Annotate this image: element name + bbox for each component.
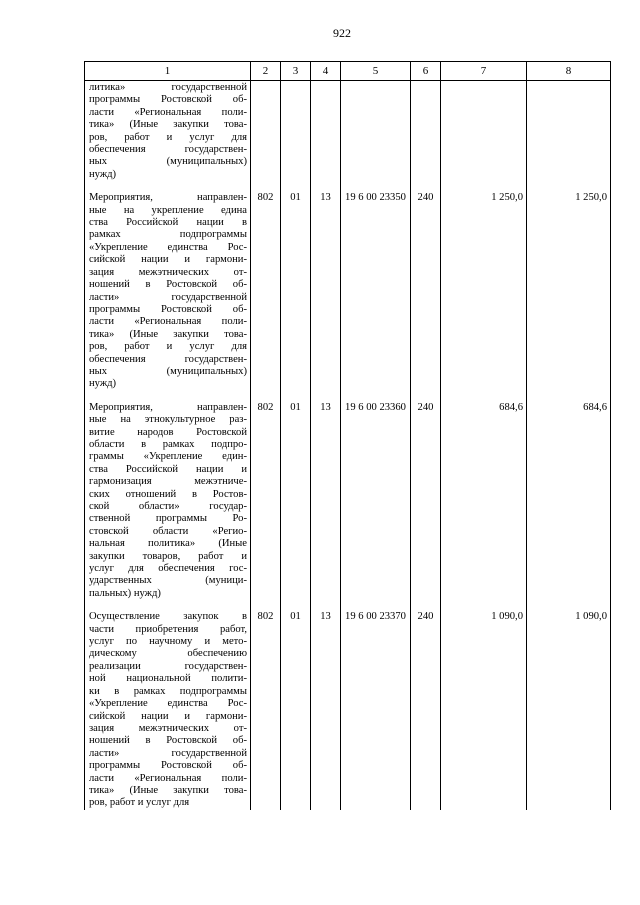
column-header: 6: [411, 62, 441, 81]
amount-value: 684,6: [527, 391, 611, 601]
section-code: [251, 81, 281, 182]
description-line: ров, работ и услуг для: [89, 341, 247, 353]
amount-value: 1 090,0: [527, 600, 611, 810]
description-line: стовской области «Регио-: [89, 525, 247, 537]
column-header: 5: [341, 62, 411, 81]
description-line: ласти» государственной: [89, 747, 247, 759]
description-line: тика» (Иные закупки това-: [89, 784, 247, 796]
description-line: тика» (Иные закупки това-: [89, 119, 247, 131]
description-line: граммы «Укрепление един-: [89, 451, 247, 463]
description-line: нальная политика» (Иные: [89, 538, 247, 550]
expense-type-code: 240: [411, 391, 441, 601]
description-line: витие народов Ростовской: [89, 426, 247, 438]
table-row: [85, 600, 611, 810]
description-line: гармонизация межэтниче-: [89, 476, 247, 488]
description-line: ства Российской нации в: [89, 217, 247, 229]
table-header-row: [85, 62, 611, 81]
description-line: ных (муниципальных): [89, 156, 247, 168]
description-line: ров, работ и услуг для: [89, 131, 247, 143]
row-description: [85, 600, 251, 810]
expense-type-code: 240: [411, 600, 441, 810]
description-line: ные на этнокультурное раз-: [89, 414, 247, 426]
description-line: нужд): [89, 378, 117, 390]
description-line: ласти «Региональная поли-: [89, 106, 247, 118]
section-code: 802: [251, 181, 281, 391]
description-line: Мероприятия, направлен-: [89, 192, 247, 204]
description-line: ные на укрепление едина: [89, 204, 247, 216]
description-line: Мероприятия, направлен-: [89, 401, 247, 413]
expense-type-code: [411, 81, 441, 182]
description-line: ласти» государственной: [89, 291, 247, 303]
description-line: реализации государствен-: [89, 660, 247, 672]
item-code: [311, 81, 341, 182]
description-line: услуг по научному и мето-: [89, 636, 247, 648]
description-line: ской области» государ-: [89, 501, 247, 512]
expense-type-code: 240: [411, 181, 441, 391]
description-line: ударственных (муници-: [89, 575, 247, 587]
description-line: ства Российской нации и: [89, 463, 247, 475]
description-line: ношений в Ростовской об-: [89, 279, 247, 291]
description-line: литика» государственной: [89, 82, 247, 93]
description-line: ров, работ и услуг для: [89, 797, 190, 809]
amount-value: 1 250,0: [527, 181, 611, 391]
amount-value: 684,6: [441, 391, 527, 601]
subsection-code: [281, 81, 311, 182]
item-code: 13: [311, 391, 341, 601]
description-line: обеспечения государствен-: [89, 144, 247, 156]
description-line: пальных) нужд): [89, 587, 161, 599]
description-line: ки в рамках подпрограммы: [89, 685, 247, 697]
table-row: [85, 391, 611, 601]
description-line: сийской нации и гармони-: [89, 710, 247, 722]
budget-table: [84, 61, 611, 810]
description-line: ношений в Ростовской об-: [89, 735, 247, 747]
subsection-code: 01: [281, 600, 311, 810]
description-line: обеспечения государствен-: [89, 353, 247, 365]
description-line: Осуществление закупок в: [89, 611, 247, 623]
description-line: ласти «Региональная поли-: [89, 316, 247, 328]
description-line: программы Ростовской об-: [89, 760, 247, 772]
description-line: закупки товаров, работ и: [89, 550, 247, 562]
row-description: [85, 81, 251, 182]
column-header: 1: [85, 62, 251, 81]
page-number: 922: [333, 26, 351, 40]
description-line: области в рамках подпро-: [89, 438, 247, 450]
description-line: ласти «Региональная поли-: [89, 772, 247, 784]
description-line: программы Ростовской об-: [89, 303, 247, 315]
description-line: ных (муниципальных): [89, 365, 247, 377]
row-description: [85, 181, 251, 391]
column-header: 3: [281, 62, 311, 81]
description-line: нужд): [89, 168, 117, 180]
description-line: «Укрепление единства Рос-: [89, 241, 247, 253]
description-line: части приобретения работ,: [89, 623, 247, 635]
item-code: 13: [311, 600, 341, 810]
table-row: [85, 181, 611, 391]
subsection-code: 01: [281, 181, 311, 391]
description-line: ной национальной полити-: [89, 673, 247, 685]
section-code: 802: [251, 600, 281, 810]
target-article-code: 19 6 00 23350: [341, 181, 411, 391]
column-header: 4: [311, 62, 341, 81]
description-line: «Укрепление единства Рос-: [89, 698, 247, 710]
target-article-code: [341, 81, 411, 182]
section-code: 802: [251, 391, 281, 601]
description-line: рамках подпрограммы: [89, 229, 247, 241]
description-line: программы Ростовской об-: [89, 94, 247, 106]
description-line: зация межэтнических от-: [89, 266, 247, 278]
description-line: тика» (Иные закупки това-: [89, 328, 247, 340]
row-description: [85, 391, 251, 601]
target-article-code: 19 6 00 23360: [341, 391, 411, 601]
description-line: услуг для обеспечения гос-: [89, 563, 247, 575]
description-line: сийской нации и гармони-: [89, 254, 247, 266]
column-header: 7: [441, 62, 527, 81]
subsection-code: 01: [281, 391, 311, 601]
target-article-code: 19 6 00 23370: [341, 600, 411, 810]
table-row: [85, 81, 611, 182]
column-header: 2: [251, 62, 281, 81]
amount-value: 1 250,0: [441, 181, 527, 391]
amount-value: [441, 81, 527, 182]
description-line: дическому обеспечению: [89, 648, 247, 660]
description-line: зация межэтнических от-: [89, 722, 247, 734]
item-code: 13: [311, 181, 341, 391]
amount-value: 1 090,0: [441, 600, 527, 810]
column-header: 8: [527, 62, 611, 81]
description-line: ских отношений в Ростов-: [89, 488, 247, 500]
amount-value: [527, 81, 611, 182]
description-line: ственной программы Ро-: [89, 513, 247, 525]
